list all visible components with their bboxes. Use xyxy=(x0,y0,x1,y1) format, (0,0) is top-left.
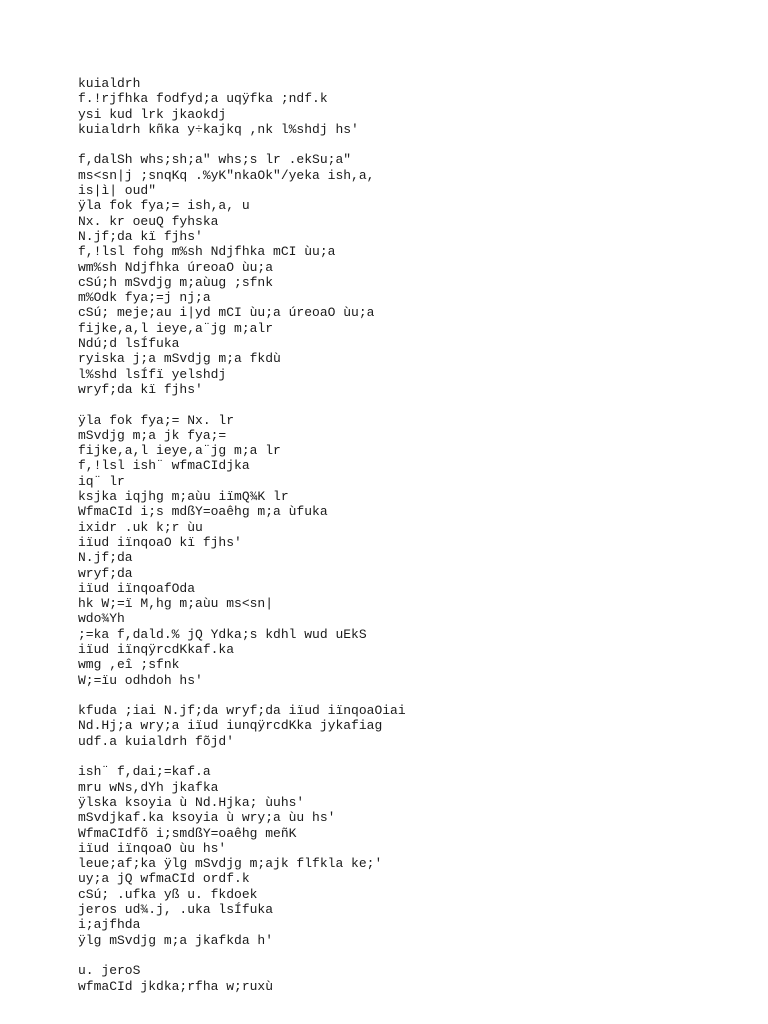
text-line: wmg ,eî ;sfnk xyxy=(78,657,180,673)
text-line: ixidr .uk k;r ùu xyxy=(78,519,203,535)
text-line: iïud iïnqoafOda xyxy=(78,580,196,596)
text-line: Ndú;d lsÍfuka xyxy=(78,336,180,352)
text-line: Nd.Hj;a wry;a iïud iunqÿrcdKka jykafiag xyxy=(78,718,383,734)
text-line: wm%sh Ndjfhka úreoaO ùu;a xyxy=(78,259,274,275)
paragraph xyxy=(78,703,758,749)
text-line: f,!lsl ish¨ wfmaCIdjka xyxy=(78,458,250,474)
text-line: mSvdjg m;a jk fya;= xyxy=(78,427,227,443)
paragraph xyxy=(78,963,758,994)
text-line: kuialdrh xyxy=(78,76,141,91)
text-line: wfmaCId jkdka;rfha w;ruxù xyxy=(78,978,274,994)
text-line: ÿla fok fya;= ish,a, u xyxy=(78,198,250,214)
document-page xyxy=(78,76,758,994)
text-line: i;ajfhda xyxy=(78,917,141,933)
text-line: ÿlg mSvdjg m;a jkafkda h' xyxy=(78,932,274,948)
text-line: W;=ïu odhdoh hs' xyxy=(78,672,203,688)
text-line: kuialdrh kñka y÷kajkq ,nk l%shdj hs' xyxy=(78,121,359,137)
text-line: N.jf;da xyxy=(78,550,133,566)
text-line: jeros ud¾.j, .uka lsÍfuka xyxy=(78,902,274,918)
text-line: f,dalSh whs;sh;a" whs;s lr .ekSu;a" xyxy=(78,152,352,168)
text-line: WfmaCIdfõ i;smdßY=oaêhg meñK xyxy=(78,825,297,841)
text-line: ksjka iqjhg m;aùu iïmQ¾K lr xyxy=(78,489,289,505)
text-line: wdo¾Yh xyxy=(78,611,125,627)
text-line: leue;af;ka ÿlg mSvdjg m;ajk flfkla ke;' xyxy=(78,856,383,872)
text-line: WfmaCId i;s mdßY=oaêhg m;a ùfuka xyxy=(78,504,328,520)
text-line: kfuda ;iai N.jf;da wryf;da iïud iïnqoaOiai xyxy=(78,703,406,719)
text-line: iq¨ lr xyxy=(78,473,125,489)
paragraph xyxy=(78,76,758,137)
text-line: cSú; meje;au i|yd mCI ùu;a úreoaO ùu;a xyxy=(78,305,375,321)
text-line: ms<sn|j ;snqKq .%yK"nkaOk"/yeka ish,a, xyxy=(78,167,375,183)
text-line: l%shd lsÍfï yelshdj xyxy=(78,366,227,382)
text-line: ;=ka f,dald.% jQ Ydka;s kdhl wud uEkS xyxy=(78,626,367,642)
text-line: ish¨ f,dai;=kaf.a xyxy=(78,764,211,780)
text-line: iïud iïnqÿrcdKkaf.ka xyxy=(78,641,235,657)
text-line: cSú;h mSvdjg m;aùug ;sfnk xyxy=(78,274,274,290)
text-line: ÿlska ksoyia ù Nd.Hjka; ùuhs' xyxy=(78,794,305,810)
paragraph xyxy=(78,152,758,397)
text-line: m%Odk fya;=j nj;a xyxy=(78,290,211,306)
text-line: iïud iïnqoaO ùu hs' xyxy=(78,840,227,856)
text-line: Nx. kr oeuQ fyhska xyxy=(78,213,219,229)
text-line: uy;a jQ wfmaCId ordf.k xyxy=(78,871,250,887)
text-line: mru wNs,dYh jkafka xyxy=(78,779,219,795)
text-line: fijke,a,l ieye,a¨jg m;a lr xyxy=(78,443,281,459)
paragraph xyxy=(78,413,758,688)
text-line: ysi kud lrk jkaokdj xyxy=(78,106,227,122)
text-line: wryf;da kï fjhs' xyxy=(78,381,203,397)
text-line: f,!lsl fohg m%sh Ndjfhka mCI ùu;a xyxy=(78,244,336,260)
text-line: N.jf;da kï fjhs' xyxy=(78,228,203,244)
text-line: is|ì| oud" xyxy=(78,183,157,199)
text-line: f.!rjfhka fodfyd;a uqÿfka ;ndf.k xyxy=(78,91,328,107)
text-line: mSvdjkaf.ka ksoyia ù wry;a ùu hs' xyxy=(78,810,336,826)
text-line: ryiska j;a mSvdjg m;a fkdù xyxy=(78,351,281,367)
text-line: ÿla fok fya;= Nx. lr xyxy=(78,412,235,428)
text-line: cSú; .ufka yß u. fkdoek xyxy=(78,886,258,902)
text-line: wryf;da xyxy=(78,565,133,581)
text-line: udf.a kuialdrh fõjd' xyxy=(78,733,235,749)
text-line: iïud iïnqoaO kï fjhs' xyxy=(78,534,242,550)
paragraph xyxy=(78,764,758,948)
text-line: hk W;=ï M,hg m;aùu ms<sn| xyxy=(78,596,274,612)
text-line: fijke,a,l ieye,a¨jg m;alr xyxy=(78,320,274,336)
text-line: u. jeroS xyxy=(78,963,141,979)
